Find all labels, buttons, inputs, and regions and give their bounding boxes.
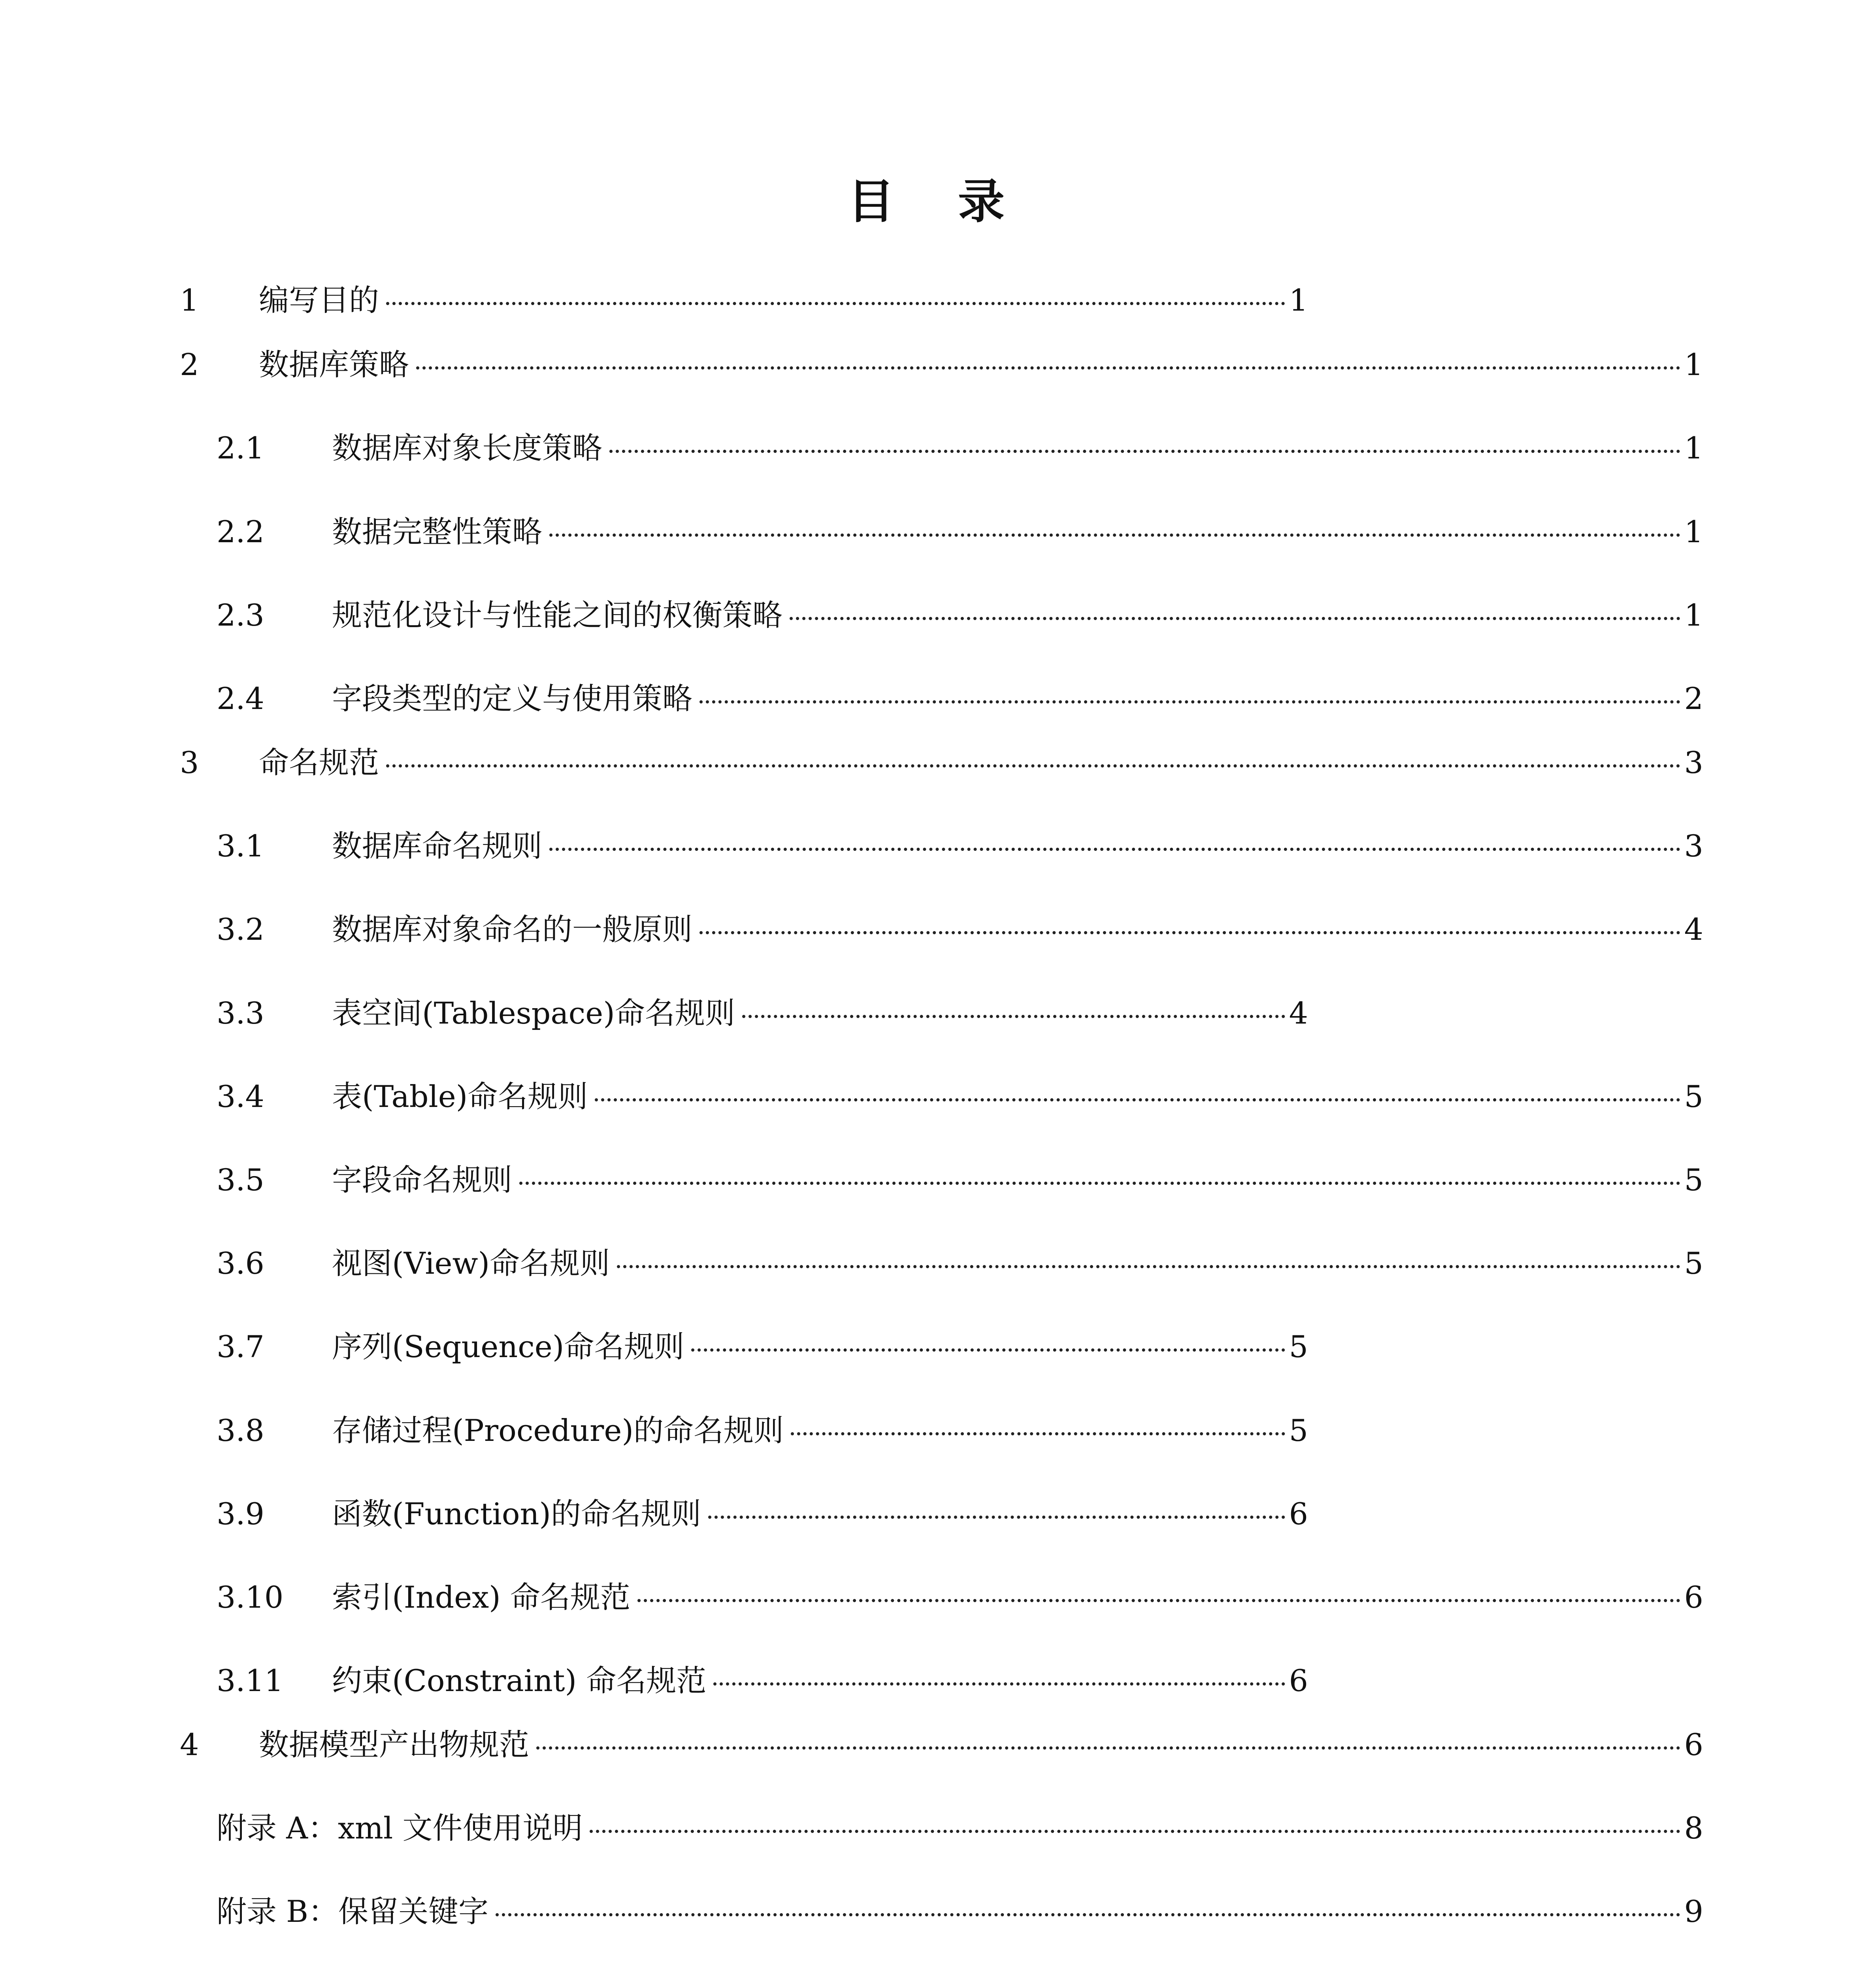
toc-entry-title: 约束(Constraint) 命名规范 [332,1663,707,1698]
toc-entry-title: 字段命名规则 [332,1162,512,1197]
toc-entry-number: 3.10 [217,1580,284,1615]
toc-entry-number: 3.5 [217,1162,264,1197]
toc-entry-title: 编写目的 [259,283,379,318]
toc-entry-2-3[interactable] [217,596,1703,635]
dot-leader [790,617,1680,620]
toc-entry-page: 5 [1684,1162,1703,1197]
toc-entry-number: 2.2 [217,514,264,549]
toc-entry-number: 3.8 [217,1413,264,1448]
toc-entry-page: 4 [1684,912,1703,947]
toc-entry-page: 4 [1289,996,1308,1031]
page-title: 目 录 [847,174,1029,229]
toc-entry-page: 3 [1684,745,1703,780]
toc-entry-number: 3.3 [217,996,264,1031]
toc-entry-page: 5 [1684,1079,1703,1114]
toc-entry-title: 数据库对象长度策略 [332,430,602,466]
dot-leader [791,1432,1285,1435]
toc-entry-3-4[interactable] [217,1077,1703,1116]
toc-entry-number: 2.1 [217,430,264,466]
toc-entry-title: 索引(Index) 命名规范 [332,1580,630,1615]
toc-entry-appendix-b[interactable] [217,1892,1703,1931]
toc-entry-title: 数据库策略 [259,347,409,382]
toc-entry-2[interactable] [180,345,1703,385]
toc-entry-title: 附录 A：xml 文件使用说明 [217,1810,583,1846]
toc-entry-3-6[interactable] [217,1244,1703,1283]
toc-entry-3-10[interactable] [217,1578,1703,1617]
dot-leader [386,302,1285,305]
toc-entry-title: 数据完整性策略 [332,514,542,549]
toc-entry-2-4[interactable] [217,679,1703,718]
toc-entry-3-7[interactable] [217,1327,1308,1367]
toc-entry-page: 5 [1289,1413,1308,1448]
toc-entry-number: 3.2 [217,912,264,947]
dot-leader [590,1830,1680,1833]
toc-entry-title: 表空间(Tablespace)命名规则 [332,996,735,1031]
toc-entry-page: 1 [1684,514,1703,549]
toc-entry-title: 数据库对象命名的一般原则 [332,912,692,947]
dot-leader [549,534,1680,537]
toc-entry-appendix-a[interactable] [217,1808,1703,1848]
dot-leader [416,366,1680,370]
dot-leader [519,1182,1680,1185]
toc-entry-title: 存储过程(Procedure)的命名规则 [332,1413,784,1448]
dot-leader [691,1348,1285,1352]
toc-entry-title: 序列(Sequence)命名规则 [332,1329,684,1364]
toc-entry-number: 4 [180,1727,199,1762]
toc-entry-page: 6 [1289,1496,1308,1531]
dot-leader [742,1015,1285,1018]
dot-leader [386,764,1680,767]
toc-entry-title: 数据库命名规则 [332,828,542,864]
toc-entry-page: 5 [1684,1246,1703,1281]
dot-leader [609,450,1680,453]
dot-leader [699,931,1680,934]
toc-entry-1[interactable] [180,281,1308,320]
dot-leader [637,1599,1680,1602]
dot-leader [536,1746,1680,1750]
toc-entry-number: 3.6 [217,1246,264,1281]
toc-entry-number: 3.7 [217,1329,264,1364]
toc-entry-number: 2.4 [217,681,264,716]
toc-entry-3-9[interactable] [217,1494,1308,1534]
toc-entry-number: 3.4 [217,1079,264,1114]
dot-leader [496,1913,1680,1916]
toc-entry-page: 5 [1289,1329,1308,1364]
toc-entry-page: 1 [1289,283,1308,318]
toc-entry-page: 1 [1684,347,1703,382]
toc-entry-title: 规范化设计与性能之间的权衡策略 [332,598,782,633]
toc-entry-page: 9 [1684,1894,1703,1929]
toc-entry-3-2[interactable] [217,910,1703,949]
dot-leader [708,1516,1285,1519]
toc-entry-3-8[interactable] [217,1411,1308,1450]
toc-entry-2-2[interactable] [217,512,1703,552]
toc-entry-number: 2 [180,347,199,382]
toc-entry-number: 3.9 [217,1496,264,1531]
toc-entry-2-1[interactable] [217,428,1703,468]
toc-entry-page: 1 [1684,430,1703,466]
toc-entry-number: 3.11 [217,1663,284,1698]
dot-leader [713,1682,1285,1686]
dot-leader [617,1265,1680,1268]
dot-leader [595,1098,1680,1101]
toc-entry-page: 1 [1684,598,1703,633]
toc-entry-number: 1 [180,283,199,318]
toc-entry-title: 字段类型的定义与使用策略 [332,681,692,716]
toc-entry-title: 视图(View)命名规则 [332,1246,610,1281]
toc-entry-number: 3 [180,745,199,780]
toc-entry-3-3[interactable] [217,994,1308,1033]
dot-leader [549,848,1680,851]
toc-entry-title: 表(Table)命名规则 [332,1079,588,1114]
toc-entry-3-5[interactable] [217,1160,1703,1200]
toc-entry-title: 命名规范 [259,745,379,780]
toc-entry-4[interactable] [180,1725,1703,1765]
toc-entry-3-11[interactable] [217,1661,1308,1701]
toc-entry-page: 6 [1684,1727,1703,1762]
toc-entry-3-1[interactable] [217,826,1703,866]
toc-entry-title: 附录 B：保留关键字 [217,1894,489,1929]
toc-entry-page: 3 [1684,828,1703,864]
toc-entry-title: 函数(Function)的命名规则 [332,1496,701,1531]
toc-entry-number: 2.3 [217,598,264,633]
toc-entry-page: 6 [1289,1663,1308,1698]
toc-entry-page: 2 [1684,681,1703,716]
toc-entry-page: 8 [1684,1810,1703,1846]
toc-entry-number: 3.1 [217,828,264,864]
dot-leader [699,700,1680,703]
toc-entry-page: 6 [1684,1580,1703,1615]
toc-entry-3[interactable] [180,743,1703,782]
toc-entry-title: 数据模型产出物规范 [259,1727,529,1762]
